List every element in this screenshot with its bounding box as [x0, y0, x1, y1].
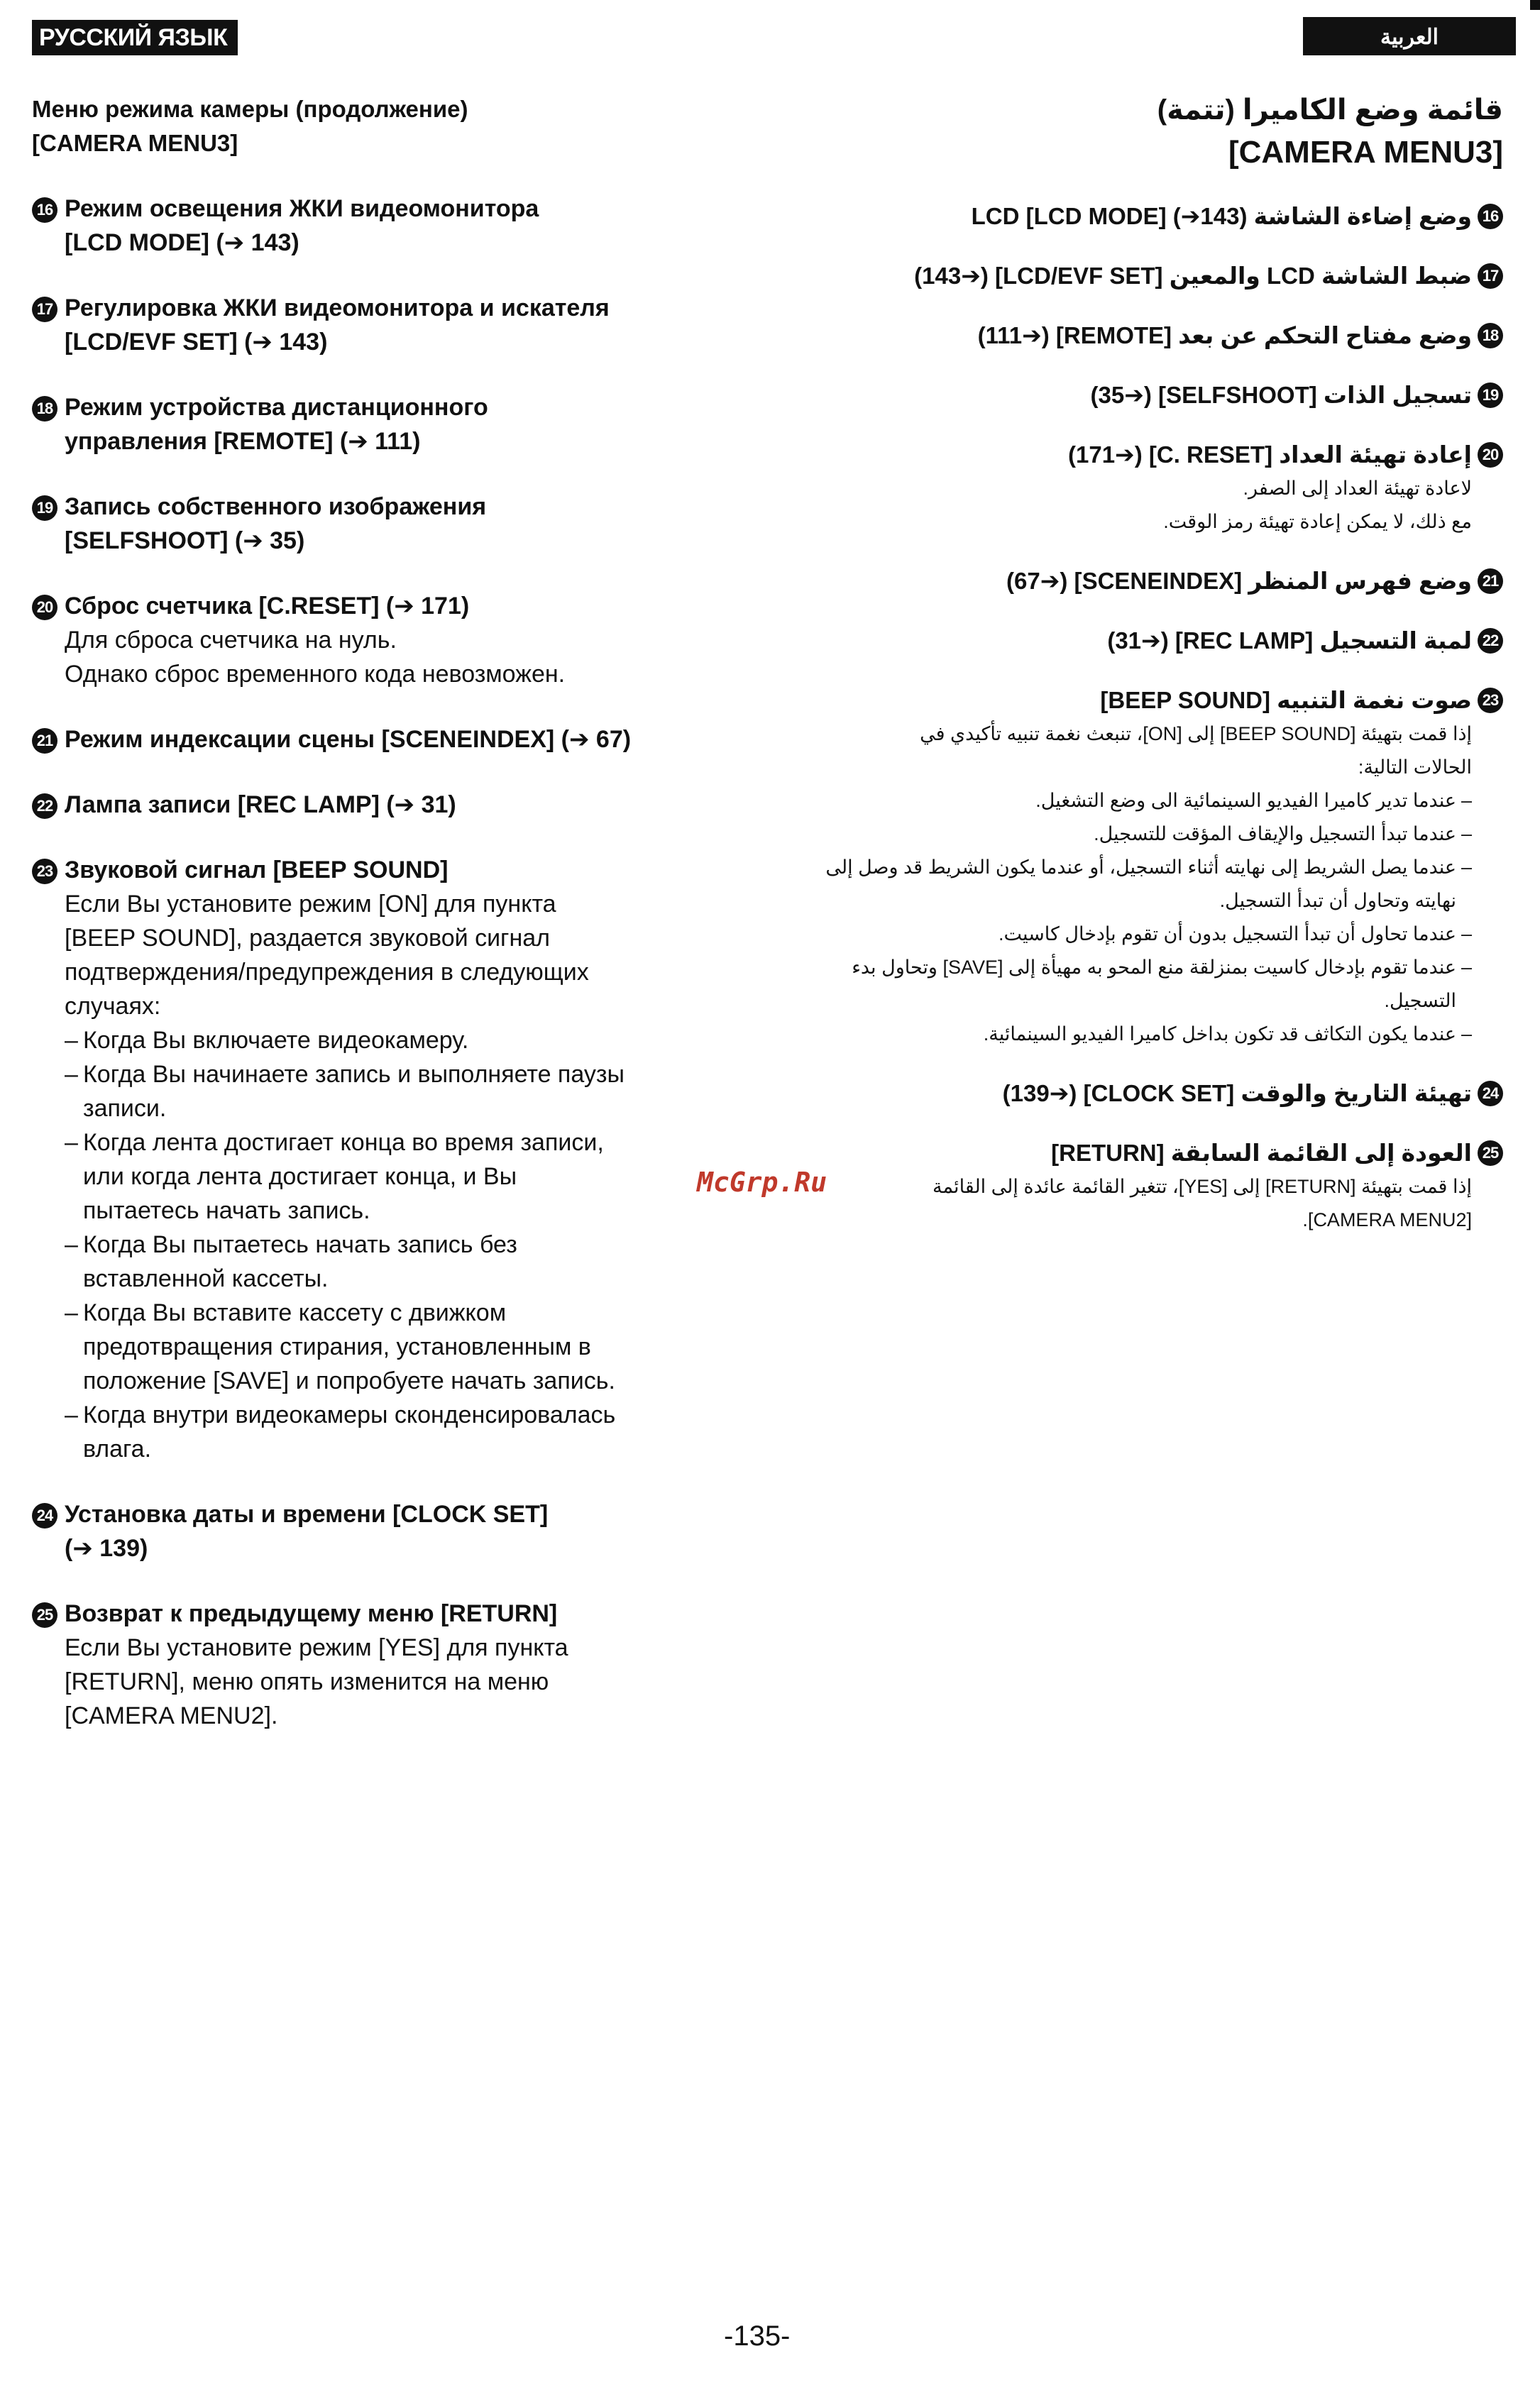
ar-bullet-item: – عندما يكون التكاثف قد تكون بداخل كاميرا الفيديو السينمائية.	[816, 1018, 1472, 1051]
ru-item-heading: [LCD/EVF SET] (➔ 143)	[65, 329, 328, 356]
ru-item-text: [CAMERA MENU2].	[65, 1702, 278, 1729]
ru-bullet-line: – Когда Вы вставите кассету с движком	[83, 1299, 507, 1326]
ru-bullet-item	[65, 1398, 713, 1466]
page-number: -135-	[724, 2320, 791, 2352]
item-number-icon: 21	[32, 728, 57, 754]
item-number-icon: 18	[1478, 323, 1503, 348]
ru-item-heading: Запись собственного изображения	[65, 493, 487, 520]
ru-bullet-line: предотвращения стирания, установленным в	[83, 1333, 591, 1360]
ru-item-heading: Режим освещения ЖКИ видеомонитора	[65, 195, 539, 222]
ru-bullet-line: влага.	[83, 1436, 152, 1463]
ar-menu-item	[816, 1076, 1503, 1111]
ru-item-heading: Режим индексации сцены [SCENEINDEX] (➔ 67)	[65, 726, 632, 753]
ru-item-heading: Звуковой сигнал [BEEP SOUND]	[65, 857, 449, 883]
ar-menu-item	[816, 624, 1503, 658]
ar-item-text: مع ذلك، لا يمكن إعادة تهيئة رمز الوقت.	[1163, 511, 1472, 532]
ru-bullet-item	[65, 1023, 713, 1057]
ru-menu-item	[32, 1497, 713, 1565]
ru-bullet-item	[65, 1296, 713, 1398]
ru-item-text: [BEEP SOUND], раздается звуковой сигнал	[65, 925, 550, 952]
ru-item-text: случаях:	[65, 993, 161, 1020]
item-number-icon: 19	[1478, 382, 1503, 408]
watermark: McGrp.Ru	[697, 1167, 827, 1198]
ar-item-heading: العودة إلى القائمة السابقة [RETURN]	[1051, 1140, 1472, 1166]
ar-item-text: إذا قمت بتهيئة [BEEP SOUND] إلى [ON]، تنبعث نغمة تنبيه تأكيدي في	[920, 723, 1472, 744]
ar-item-text: [CAMERA MENU2].	[1302, 1209, 1472, 1230]
ru-bullet-line: положение [SAVE] и попробуете начать запись.	[83, 1367, 615, 1394]
item-number-icon: 24	[1478, 1081, 1503, 1106]
ru-item-text: Для сброса счетчика на нуль.	[65, 627, 397, 654]
ru-bullet-line: – Когда лента достигает конца во время записи,	[83, 1129, 604, 1156]
item-number-icon: 24	[32, 1503, 57, 1529]
ar-item-heading: لمبة التسجيل [REC LAMP] (➔31)	[1107, 627, 1472, 654]
language-tab-russian: РУССКИЙ ЯЗЫК	[32, 20, 238, 55]
ru-item-heading: Режим устройства дистанционного	[65, 394, 488, 421]
ru-menu-item	[32, 853, 713, 1466]
ru-bullet-line: вставленной кассеты.	[83, 1265, 329, 1292]
ar-menu-item	[816, 259, 1503, 293]
ru-item-text: Однако сброс временного кода невозможен.	[65, 661, 566, 688]
ar-menu-item	[816, 319, 1503, 353]
item-number-icon: 19	[32, 495, 57, 521]
ru-item-heading: Регулировка ЖКИ видеомонитора и искателя	[65, 294, 610, 321]
ar-item-heading: ضبط الشاشة LCD والمعين [LCD/EVF SET] (➔143)	[914, 263, 1472, 289]
ru-bullet-line: – Когда Вы начинаете запись и выполняете паузы	[83, 1061, 625, 1088]
ru-bullet-line: – Когда внутри видеокамеры сконденсировалась	[83, 1401, 616, 1428]
ar-bullet-item: – عندما تدير كاميرا الفيديو السينمائية الى وضع التشغيل.	[816, 784, 1472, 817]
ru-item-heading: управления [REMOTE] (➔ 111)	[65, 428, 421, 455]
ar-item-text: لاعادة تهيئة العداد إلى الصفر.	[1243, 478, 1472, 499]
ar-section-title: قائمة وضع الكاميرا (تتمة) [CAMERA MENU3]	[1157, 94, 1503, 170]
ru-item-heading: Сброс счетчика [C.RESET] (➔ 171)	[65, 593, 470, 619]
ar-item-heading: صوت نغمة التنبيه [BEEP SOUND]	[1100, 687, 1472, 713]
item-number-icon: 21	[1478, 568, 1503, 594]
item-number-icon: 25	[32, 1602, 57, 1628]
ru-bullet-line: – Когда Вы пытаетесь начать запись без	[83, 1231, 517, 1258]
ru-menu-item	[32, 788, 713, 822]
ru-bullet-item	[65, 1057, 713, 1125]
ru-item-heading: [LCD MODE] (➔ 143)	[65, 229, 299, 256]
ru-item-heading: [SELFSHOOT] (➔ 35)	[65, 527, 305, 554]
ru-item-heading: (➔ 139)	[65, 1535, 148, 1562]
ru-menu-item	[32, 589, 713, 691]
ar-item-heading: وضع إضاءة الشاشة LCD [LCD MODE] (➔143)	[971, 203, 1472, 229]
ru-item-text: Если Вы установите режим [YES] для пункта	[65, 1634, 568, 1661]
arabic-column	[816, 89, 1503, 1237]
ar-menu-item	[816, 683, 1503, 1051]
language-tab-arabic: العربية	[1303, 20, 1516, 55]
item-number-icon: 17	[32, 297, 57, 322]
ru-section-title: Меню режима камеры (продолжение) [CAMERA MENU3]	[32, 96, 468, 156]
item-number-icon: 16	[32, 197, 57, 223]
ru-menu-item	[32, 1597, 713, 1733]
ru-item-heading: Установка даты и времени [CLOCK SET]	[65, 1501, 549, 1528]
ru-bullet-item	[65, 1228, 713, 1296]
ru-menu-item	[32, 291, 713, 359]
item-number-icon: 23	[1478, 688, 1503, 713]
ar-bullet-item: – عندما يصل الشريط إلى نهايته أثناء التسجيل، أو عندما يكون الشريط قد وصل إلى نهايته وتحاول أن تبدأ التسجيل.	[816, 851, 1472, 918]
ru-item-text: [RETURN], меню опять изменится на меню	[65, 1668, 549, 1695]
item-number-icon: 22	[1478, 628, 1503, 654]
ar-item-heading: تهيئة التاريخ والوقت [CLOCK SET] (➔139)	[1002, 1080, 1472, 1106]
ar-item-heading: تسجيل الذات [SELFSHOOT] (➔35)	[1090, 382, 1472, 408]
ar-menu-item	[816, 438, 1503, 539]
ru-bullet-line: записи.	[83, 1095, 167, 1122]
ar-items-list	[816, 199, 1503, 1237]
item-number-icon: 18	[32, 396, 57, 422]
ru-menu-item	[32, 192, 713, 260]
ar-bullet-item: – عندما تحاول أن تبدأ التسجيل بدون أن تقوم بإدخال كاسيت.	[816, 918, 1472, 951]
ru-bullet-item	[65, 1125, 713, 1228]
ar-item-heading: وضع مفتاح التحكم عن بعد [REMOTE] (➔111)	[977, 322, 1472, 348]
ar-item-heading: إعادة تهيئة العداد [C. RESET] (➔171)	[1067, 441, 1472, 468]
ru-bullet-line: – Когда Вы включаете видеокамеру.	[83, 1027, 469, 1054]
ru-bullet-line: пытаетесь начать запись.	[83, 1197, 370, 1224]
ar-item-heading: وضع فهرس المنظر [SCENEINDEX] (➔67)	[1006, 568, 1472, 594]
item-number-icon: 23	[32, 859, 57, 884]
ar-item-text: الحالات التالية:	[1358, 756, 1472, 778]
ru-item-text: Если Вы установите режим [ON] для пункта	[65, 891, 556, 918]
ru-menu-item	[32, 490, 713, 558]
ar-bullet-item: – عندما تبدأ التسجيل والإيقاف المؤقت للتسجيل.	[816, 817, 1472, 851]
ru-bullet-line: или когда лента достигает конца, и Вы	[83, 1163, 517, 1190]
item-number-icon: 20	[1478, 442, 1503, 468]
ar-menu-item	[816, 564, 1503, 598]
ar-bullet-item: – عندما تقوم بإدخال كاسيت بمنزلقة منع المحو به مهيأة إلى [SAVE] وتحاول بدء التسجيل.	[816, 951, 1472, 1018]
corner-mark	[1530, 0, 1540, 10]
ru-menu-item	[32, 722, 713, 756]
ar-menu-item	[816, 378, 1503, 412]
item-number-icon: 20	[32, 595, 57, 620]
item-number-icon: 16	[1478, 204, 1503, 229]
item-number-icon: 25	[1478, 1140, 1503, 1166]
ru-item-text: подтверждения/предупреждения в следующих	[65, 959, 589, 986]
ru-menu-item	[32, 390, 713, 458]
russian-column	[32, 92, 713, 1733]
ar-menu-item	[816, 199, 1503, 233]
ar-item-text: إذا قمت بتهيئة [RETURN] إلى [YES]، تتغير القائمة عائدة إلى القائمة	[932, 1176, 1472, 1197]
ru-item-heading: Лампа записи [REC LAMP] (➔ 31)	[65, 791, 456, 818]
ru-items-list	[32, 192, 713, 1733]
item-number-icon: 17	[1478, 263, 1503, 289]
ar-menu-item	[816, 1136, 1503, 1237]
item-number-icon: 22	[32, 793, 57, 819]
ru-item-heading: Возврат к предыдущему меню [RETURN]	[65, 1600, 558, 1627]
